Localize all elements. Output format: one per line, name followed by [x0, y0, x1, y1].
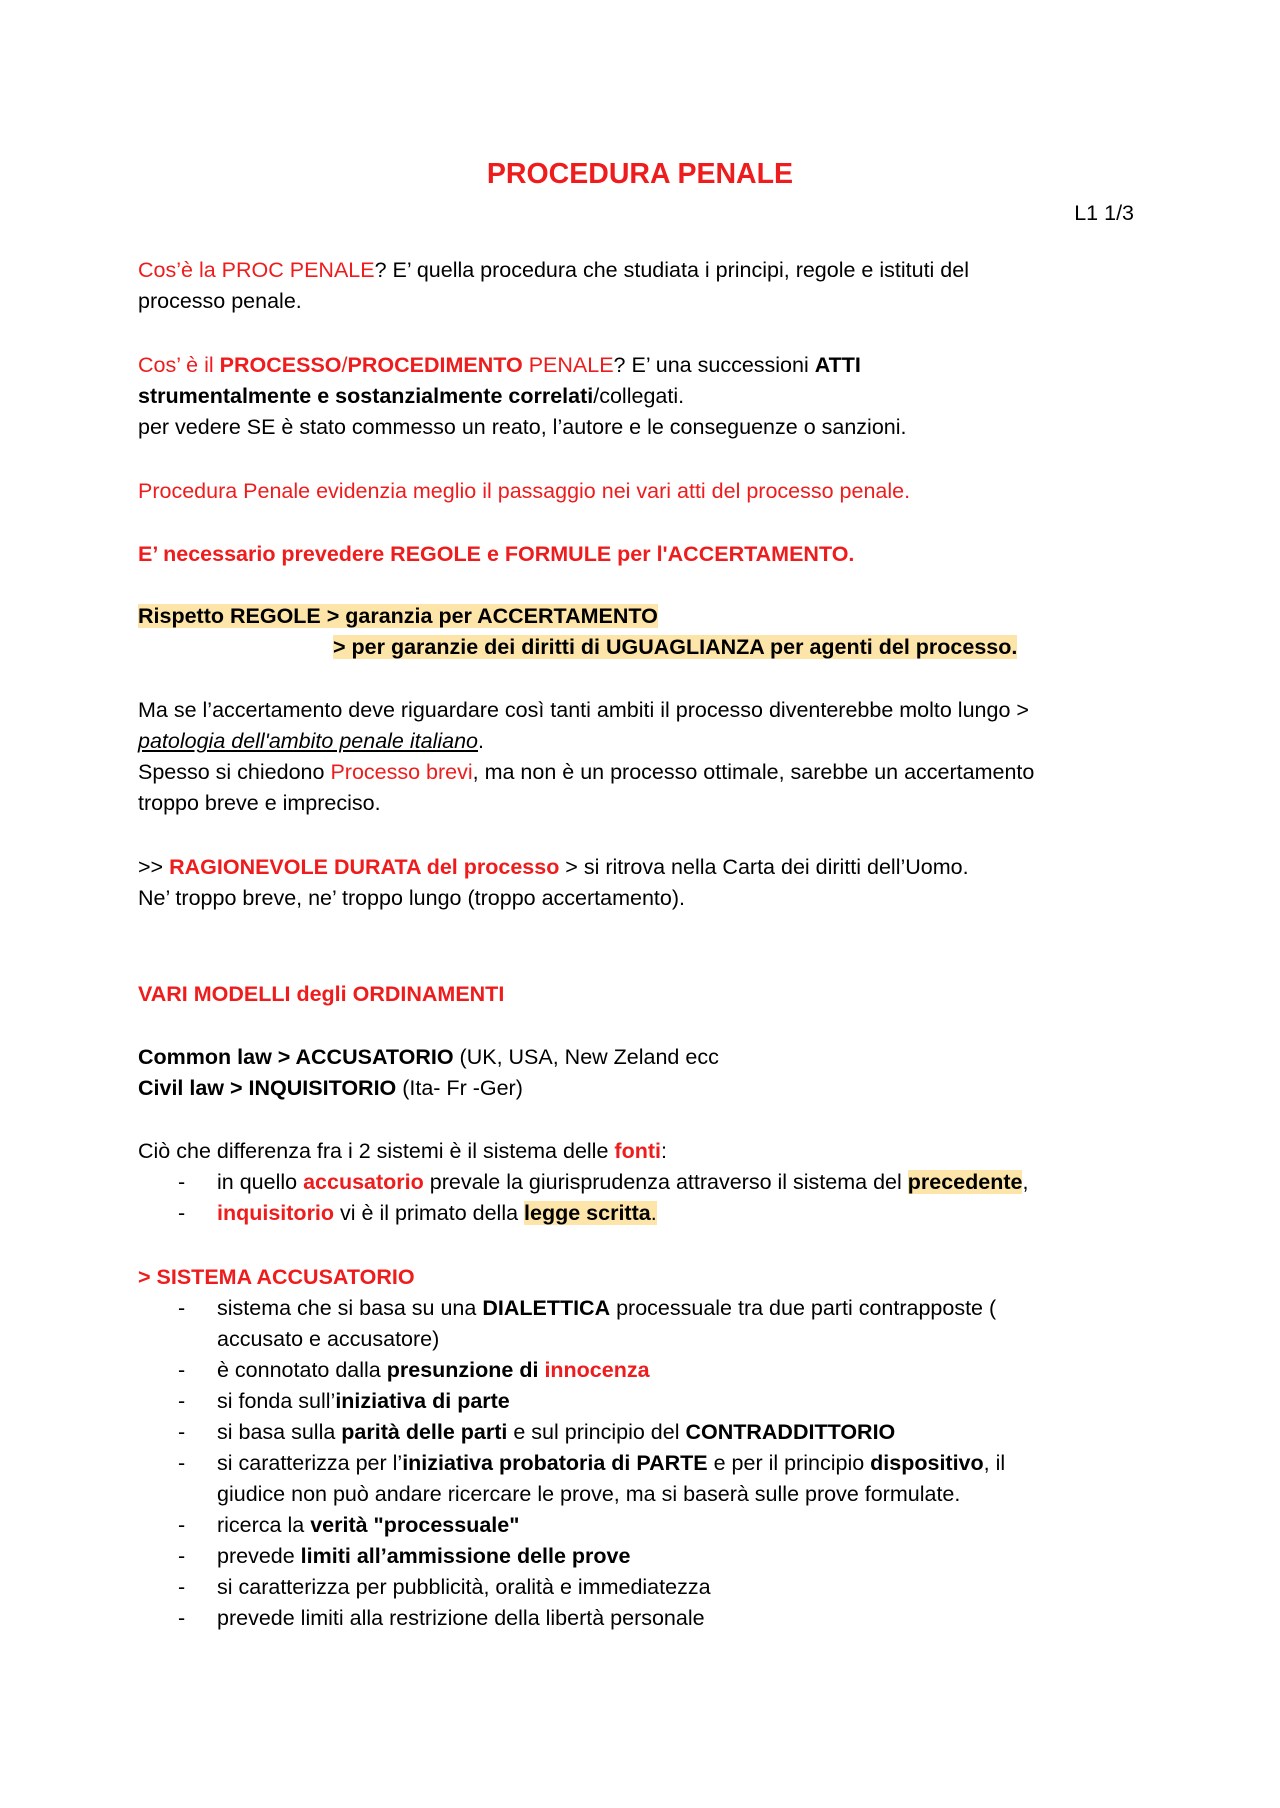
list-item: - si fonda sull’iniziativa di parte [178, 1389, 510, 1413]
paragraph-accertamento: Ma se l’accertamento deve riguardare così tanti ambiti il processo diventerebbe molto lungo > patologia dell'ambito penale italiano. Spesso si chiedono Processo brevi, ma non è un processo ottimale, sarebbe un accertamento troppo breve e impreciso. [138, 698, 1035, 815]
highlight-line: Rispetto REGOLE > garanzia per ACCERTAMENTO [138, 604, 658, 628]
paragraph-fonti: Ciò che differenza fra i 2 sistemi è il sistema delle fonti: [138, 1139, 667, 1163]
paragraph-evidenzia: Procedura Penale evidenzia meglio il passaggio nei vari atti del processo penale. [138, 479, 911, 503]
highlight-line: > per garanzie dei diritti di UGUAGLIANZA per agenti del processo. [333, 635, 1018, 659]
paragraph-proc-penale: Cos’è la PROC PENALE? E’ quella procedura che studiata i principi, regole e istituti del processo penale. [138, 258, 969, 313]
paragraph-rispetto-regole [138, 601, 1148, 663]
section-heading-accusatorio: > SISTEMA ACCUSATORIO [138, 1265, 415, 1289]
list-item: - inquisitorio vi è il primato della legge scritta. [178, 1201, 657, 1225]
paragraph-ragionevole-durata: >> RAGIONEVOLE DURATA del processo > si ritrova nella Carta dei diritti dell’Uomo. Ne’ troppo breve, ne’ troppo lungo (troppo accertamento). [138, 855, 969, 910]
italic-underlined-text: patologia dell'ambito penale italiano [138, 729, 478, 753]
paragraph-common-civil: Common law > ACCUSATORIO (UK, USA, New Zeland ecc Civil law > INQUISITORIO (Ita- Fr -Ger) [138, 1045, 719, 1100]
list-item: - sistema che si basa su una DIALETTICA processuale tra due parti contrapposte ( accusato e accusatore) [178, 1296, 997, 1351]
list-item: - ricerca la verità "processuale" [178, 1513, 520, 1537]
page-title: PROCEDURA PENALE [486, 158, 794, 190]
accusatorio-list [138, 1293, 1148, 1634]
list-item: - in quello accusatorio prevale la giurisprudenza attraverso il sistema del precedente, [178, 1170, 1029, 1194]
page-reference: L1 1/3 [1074, 201, 1134, 225]
list-item: - è connotato dalla presunzione di innocenza [178, 1358, 650, 1382]
list-item: - prevede limiti alla restrizione della libertà personale [178, 1606, 705, 1630]
fonti-list [138, 1167, 1148, 1229]
list-item: - prevede limiti all’ammissione delle prove [178, 1544, 631, 1568]
list-item: - si caratterizza per pubblicità, oralità e immediatezza [178, 1575, 711, 1599]
section-heading-modelli: VARI MODELLI degli ORDINAMENTI [138, 982, 505, 1006]
list-item: - si basa sulla parità delle parti e sul principio del CONTRADDITTORIO [178, 1420, 896, 1444]
paragraph-regole-formule: E’ necessario prevedere REGOLE e FORMULE per l'ACCERTAMENTO. [138, 542, 855, 566]
paragraph-processo-penale: Cos’ è il PROCESSO/PROCEDIMENTO PENALE? E’ una successioni ATTI strumentalmente e sostanzialmente correlati/collegati. per vedere SE è stato commesso un reato, l’autore e le conseguenze o sanzioni. [138, 353, 907, 439]
question-text: Cos’è la PROC PENALE [138, 258, 375, 282]
list-item: - si caratterizza per l’iniziativa probatoria di PARTE e per il principio dispositivo, il giudice non può andare ricercare le prove, ma si baserà sulle prove formulate. [178, 1451, 1006, 1506]
